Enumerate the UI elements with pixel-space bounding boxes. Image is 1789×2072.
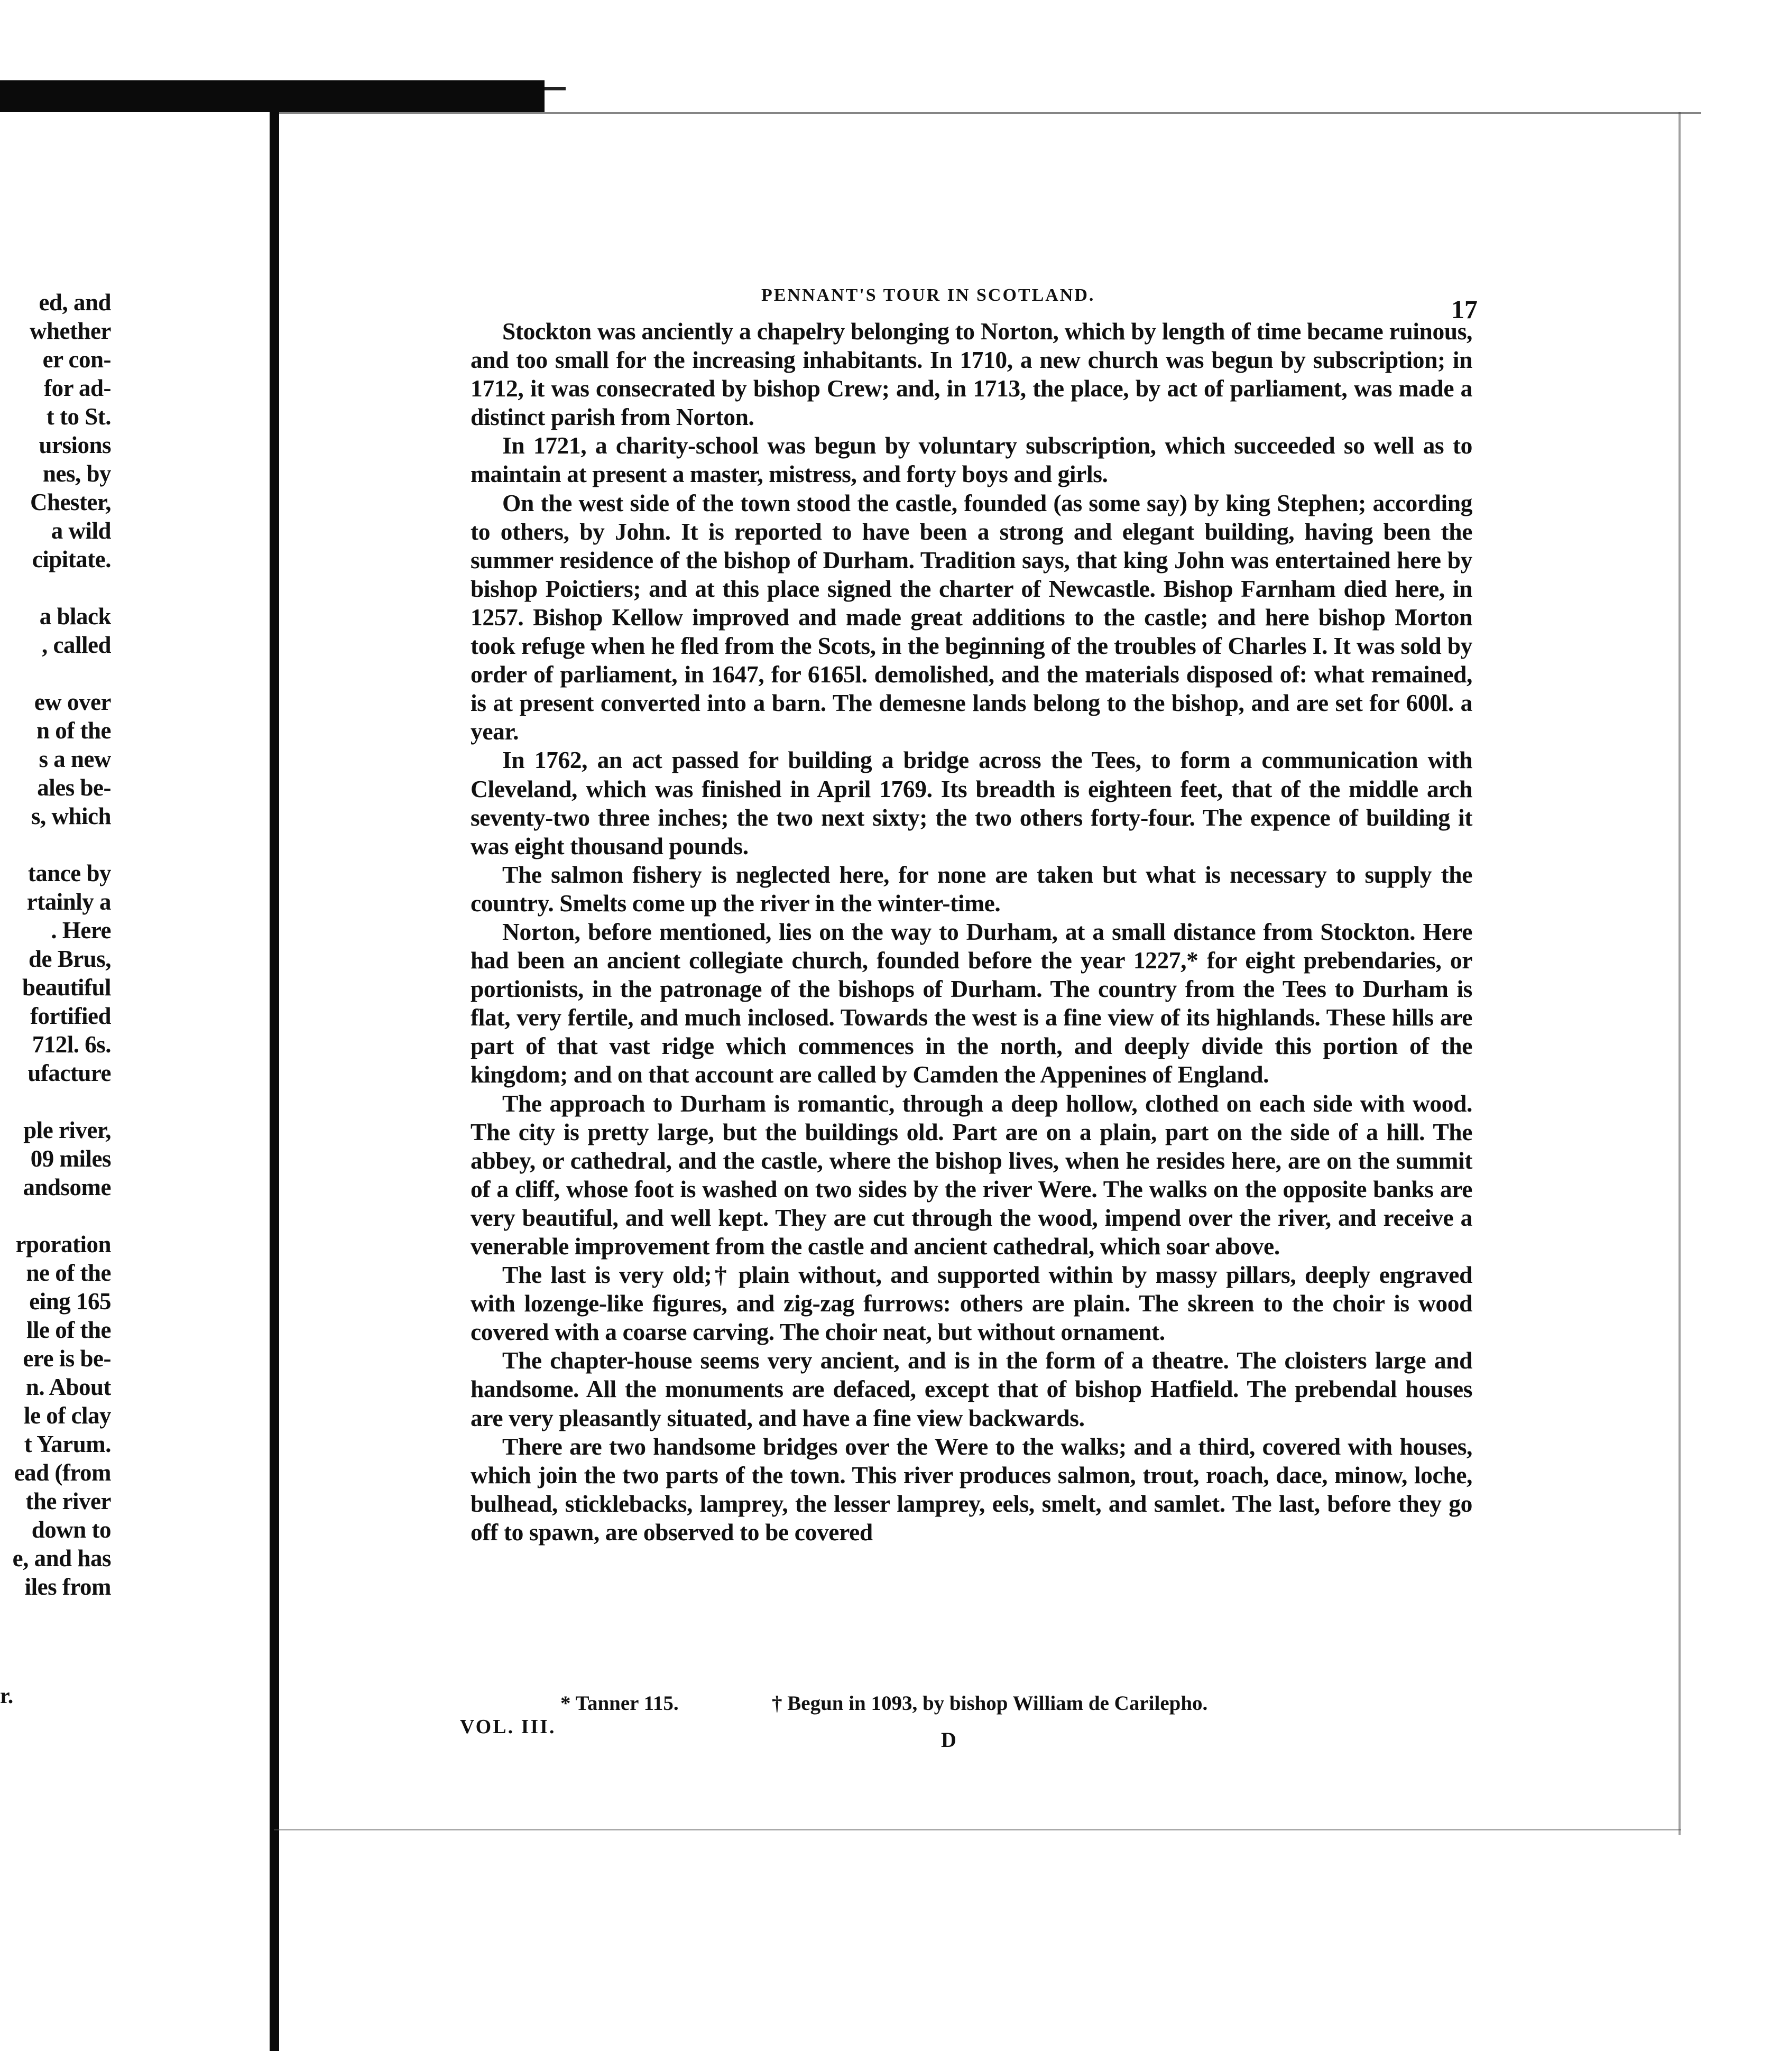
left-page-fragment-line: nes, by xyxy=(42,460,111,487)
left-page-fragment-line: fortified xyxy=(30,1003,111,1029)
page-number: 17 xyxy=(1451,294,1478,324)
left-page-fragment-line: ne of the xyxy=(26,1260,111,1286)
left-page-fragment-line xyxy=(0,830,111,859)
scan-edge-bar xyxy=(0,80,545,112)
paragraph-castle: On the west side of the town stood the castle, founded (as some say) by king Stephen; according to others, by John. It is reported to have been a strong and elegant building, having been the summer residence of the bishop of Durham. Tradition says, that king John was entertained here by bishop Poictiers; and at this place signed the charter of Newcastle. Bishop Farnham died here, in 1257. Bishop Kellow improved and made great additions to the castle; and here bishop Morton took refuge when he fled from the Scots, in the beginning of the troubles of Charles I. It was sold by order of parliament, in 1647, for 6165l. demolished, and the materials disposed of: what remained, is at present converted into a barn. The demesne lands belong to the bishop, and are set for 600l. a year. xyxy=(471,489,1472,745)
paragraph-chapter-house: The chapter-house seems very ancient, and is in the form of a theatre. The cloisters large and handsome. All the monuments are defaced, except that of bishop Hatfield. The prebendal houses are very pleasantly situated, and have a fine view backwards. xyxy=(471,1347,1472,1431)
paragraph-bridge: In 1762, an act passed for building a bridge across the Tees, to form a communication with Cleveland, which was finished in April 1769. Its breadth is eighteen feet, that of the middle arch seventy-two three inches; the two next sixty; the two others forty-four. The expence of building it was eight thousand pounds. xyxy=(471,746,1472,859)
left-page-fragment-line: e, and has xyxy=(12,1545,111,1571)
left-page-footer-fragment: r. xyxy=(0,1684,14,1708)
left-page-fragment-line: beautiful xyxy=(22,974,111,1001)
left-page-fragment-line: le of clay xyxy=(24,1402,111,1429)
scan-edge-rule xyxy=(545,87,566,90)
left-page-fragment-line: n of the xyxy=(36,717,111,744)
left-page-fragment-line: down to xyxy=(31,1516,111,1543)
volume-label: VOL. III. xyxy=(460,1716,556,1738)
left-page-fragment-line: ursions xyxy=(39,432,111,458)
left-page-fragment-line: 09 miles xyxy=(30,1145,111,1172)
running-head: PENNANT'S TOUR IN SCOTLAND. xyxy=(761,285,1095,305)
paragraph-norton: Norton, before mentioned, lies on the way to Durham, at a small distance from Stockton. Here had been an ancient collegiate church, founded before the year 1227,* for eight prebendaries, or portionists, in the patronage of the bishops of Durham. The country from the Tees to Durham is flat, very fertile, and much inclosed. Towards the west is a fine view of its highlands. These hills are part of that vast ridge which commences in the north, and deeply divide this portion of the kingdom; and on that account are called by Camden the Appenines of England. xyxy=(471,918,1472,1088)
left-page-fragment-line: de Brus, xyxy=(28,946,111,972)
left-page-fragment-line xyxy=(0,659,111,688)
paragraph-charity-school: In 1721, a charity-school was begun by voluntary subscription, which succeeded so well as to maintain at present a master, mistress, and forty boys and girls. xyxy=(471,432,1472,488)
left-page-fragment-line: ufacture xyxy=(27,1060,111,1086)
paragraph-cathedral: The last is very old;† plain without, and supported within by massy pillars, deeply engraved with lozenge-like figures, and zig-zag furrows: others are plain. The skreen to the choir is wood covered with a coarse carving. The choir neat, but without ornament. xyxy=(471,1261,1472,1346)
left-page-fragment-line xyxy=(0,574,111,602)
page-gutter-rule xyxy=(270,112,279,2051)
left-page-fragment-line: a black xyxy=(39,603,111,630)
left-page-fragment-line: ew over xyxy=(34,689,111,715)
left-page-fragment-line: , called xyxy=(42,632,111,658)
left-page-fragment-line: the river xyxy=(25,1488,111,1514)
left-page-fragment-line: s a new xyxy=(39,746,111,772)
left-page-fragment-line: iles from xyxy=(24,1574,111,1600)
left-page-fragment-line: t Yarum. xyxy=(24,1431,111,1457)
left-page-fragment-line: ple river, xyxy=(23,1117,111,1143)
left-page-fragment-line: ead (from xyxy=(14,1459,111,1486)
body-text xyxy=(471,317,1472,1547)
left-page-fragment-line: Chester, xyxy=(30,489,111,515)
left-page-fragment-line: eing 165 xyxy=(29,1288,111,1315)
left-page-fragment-line: tance by xyxy=(27,860,111,886)
left-page-fragment-line: s, which xyxy=(31,803,111,829)
left-page-fragment-line: 712l. 6s. xyxy=(32,1031,111,1058)
paragraph-salmon-fishery: The salmon fishery is neglected here, for none are taken but what is necessary to supply the country. Smelts come up the river in the winter-time. xyxy=(471,861,1472,917)
footnote-tanner: * Tanner 115. xyxy=(560,1692,679,1715)
left-page-fragment-line: rporation xyxy=(15,1231,111,1257)
left-page-fragment-line: . Here xyxy=(51,917,111,944)
left-page-fragment-line: ere is be- xyxy=(23,1345,111,1372)
left-page-fragment-line: a wild xyxy=(51,517,111,544)
left-page-fragment-line xyxy=(0,1201,111,1230)
paragraph-bridges-river: There are two handsome bridges over the Were to the walks; and a third, covered with houses, which join the two parts of the town. This river produces salmon, trout, roach, dace, minow, loche, bulhead, sticklebacks, lamprey, the lesser lamprey, eels, smelt, and samlet. The last, before they go off to spawn, are observed to be covered xyxy=(471,1432,1472,1546)
left-page-fragment-line: n. About xyxy=(25,1374,111,1400)
page-bottom-border xyxy=(274,1829,1681,1830)
left-page-fragment-line: t to St. xyxy=(46,403,111,430)
left-page-fragment-line xyxy=(0,1087,111,1116)
left-page-fragment-line: ed, and xyxy=(39,289,111,316)
left-page-fragments xyxy=(0,288,111,1601)
left-page-fragment-line: whether xyxy=(30,318,111,344)
signature-mark: D xyxy=(941,1728,956,1752)
paragraph-durham-approach: The approach to Durham is romantic, through a deep hollow, clothed on each side with wood. The city is pretty large, but the buildings old. Part are on a plain, part on the side of a hill. The abbey, or cathedral, and the castle, where the bishop lives, when he resides here, are on the summit of a cliff, whose foot is washed on two sides by the river Were. The walks on the opposite banks are very beautiful, and well kept. They are cut through the wood, impend over the river, and receive a venerable improvement from the castle and ancient cathedral, which soar above. xyxy=(471,1089,1472,1260)
left-page-fragment-line: andsome xyxy=(23,1174,111,1200)
left-page-fragment-line: rtainly a xyxy=(26,889,111,915)
footnote-carilepho: † Begun in 1093, by bishop William de Carilepho. xyxy=(772,1692,1208,1715)
page-top-border xyxy=(274,112,1701,114)
left-page-fragment-line: er con- xyxy=(42,346,111,373)
left-page-fragment-line: lle of the xyxy=(26,1317,111,1343)
left-page-fragment-line: ales be- xyxy=(37,774,111,801)
paragraph-stockton: Stockton was anciently a chapelry belonging to Norton, which by length of time became ruinous, and too small for the increasing inhabitants. In 1710, a new church was begun by subscription; in 1712, it was consecrated by bishop Crew; and, in 1713, the place, by act of parliament, was made a distinct parish from Norton. xyxy=(471,318,1472,431)
left-page-fragment-line: cipitate. xyxy=(32,546,111,572)
left-page-fragment-line: for ad- xyxy=(44,375,111,401)
page-right-border xyxy=(1679,112,1681,1835)
